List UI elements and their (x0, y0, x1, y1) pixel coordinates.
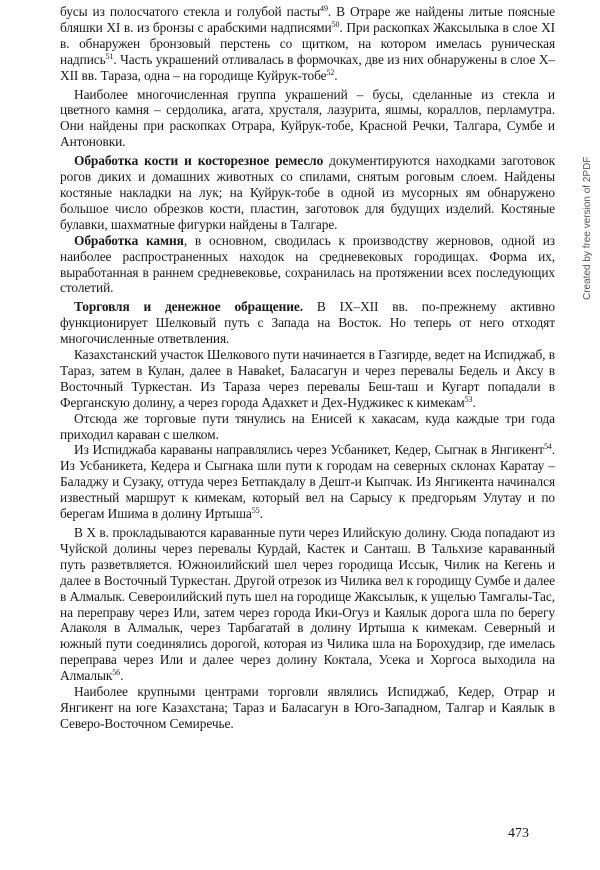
paragraph-ispijab-caravans: Из Испиджаба караваны направлялись через Усбаникет, Кедер, Сыгнак в Янгикент$^{54}$. Из Усбаникета, Кедера и Сыгнака шли пути к городам на северных склонах Каратау – Баладжу и Сузаку, оттуда через Бетпакдалу в Дешт-и Кыпчак. Из Янгикента начинался известный маршрут к кимекам, который вел на Сарысу к предгорьям Улутау и по берегам Ишима в долину Иртыша$^{55}$. (60, 442, 555, 522)
section-heading-bone-carving: Обработка кости и косторезное ремесло (74, 153, 324, 169)
footnote-ref-54: 54 (543, 442, 552, 452)
paragraph-bone-carving: Обработка кости и косторезное ремесло документируются находками заготовок рогов диких и домашних животных со спилами, снятым роговым слоем. Найдены костяные накладки на лук; на Куйрук-тобе в одной из мусорных ям обнаружено большое число обрезков кости, пластин, заготовок для будущих изделий. Костяные булавки, шахматные фигурки найдены в Талгаре. (60, 153, 556, 232)
footnote-ref-49: 49 (320, 4, 328, 13)
watermark-text: Created by free version of 2PDF (582, 156, 593, 300)
paragraph-beads: Наиболее многочисленная группа украшений – бусы, сделанные из стекла и цветного камня – сердолика, агата, хрусталя, лазурита, яшмы, кораллов, перламутра. Они найдены при раскопках Отрара, Куйрук-тобе, Красной Речки, Талгара, Сумбе и Антоновки. (60, 86, 555, 150)
paragraph-ili-valley-routes: В X в. прокладываются караванные пути через Илийскую долину. Сюда попадают из Чуйской долины через перевалы Курдай, Кастек и Санташ. В Тальхизе караванный путь разветвляется. Южноилийский шел через городища Иссык, Чилик на Кегень и далее в Восточный Туркестан. Другой отрезок из Чилика вел к городищу Сумбе и далее в Алмалык. Североилийский путь шел на городище Жаксылык, к ущелью Тамгалы-Тас, на переправу через Или, затем через города Ики-Огуз и Каялык дорога шла по берегу Алаколя в Алмалык, через Тарбагатай в долину Иртыша к кимекам. Северный и южный пути соединялись дорогой, которая из Чилика шла на Борохудзир, где имелась переправа через Или и далее через долину Коктала, Усека и Хоргоса выходила на Алмалык$^{56}$. (60, 525, 555, 684)
footnote-ref-55: 55 (251, 506, 260, 516)
paragraph-yenisei-route: Отсюда же торговые пути тянулись на Енисей к хакасам, куда каждые три года приходил караван с шелком. (60, 410, 555, 442)
paragraph-trade-centers: Наиболее крупными центрами торговли являлись Испиджаб, Кедер, Отрар и Янгикент на юге Казахстана; Тараз и Баласагун в Юго-Западном, Талгар и Каялык в Северо-Восточном Семиречье. (60, 684, 555, 731)
footnote-ref-50: 50 (331, 19, 340, 29)
footnote-ref-53: 53 (464, 394, 473, 404)
paragraph-stone-working: Обработка камня, в основном, сводилась к производству жерновов, одной из наиболее распространенных находок на средневековых городищах. Форма их, выработанная в раннем средневековье, сохранилась на протяжении всех последующих столетий. (60, 232, 555, 296)
pdf-watermark (582, 0, 594, 870)
book-page-text (60, 4, 555, 732)
paragraph-silk-road-kazakhstan: Казахстанский участок Шелкового пути начинается в Газгирде, ведет на Испиджаб, в Тараз, затем в Кулан, далее в Наваket, Баласагун и через перевалы Бедель и Аксу в Восточный Туркестан. Из Тараза через перевалы Беш-таш и Кугарт попадали в Ферганскую долину, а через города Адахкет и Дех-Нуджикес к кимекам$^{53}$. (60, 347, 555, 410)
paragraph-jewelry-casting: бусы из полосчатого стекла и голубой пасты$^{49}$. В Отраре же найдены литые поясные бляшки XI в. из бронзы с арабскими надписями$^{50}$. При раскопках Жаксылыка в слое XI в. обнаружен бронзовый перстень со щитком, на котором имелась руническая надпись$^{51}$. Часть украшений отливалась в формочках, две из них обнаружены в слое X–XII вв. Тараза, одна – на городище Куйрук-тобе$^{52}$. (60, 4, 555, 83)
section-heading-trade: Торговля и денежное обращение. (74, 299, 303, 315)
page-number: 473 (508, 826, 529, 841)
footnote-ref-56: 56 (112, 668, 121, 678)
section-heading-stone-working: Обработка камня (74, 232, 184, 248)
footnote-ref-52: 52 (326, 67, 335, 77)
footnote-ref-51: 51 (105, 51, 114, 61)
paragraph-trade: Торговля и денежное обращение. В IX–XII вв. по-прежнему активно функционирует Шелковый путь с Запада на Восток. Но теперь от него отходят многочисленные ответвления. (60, 299, 555, 347)
